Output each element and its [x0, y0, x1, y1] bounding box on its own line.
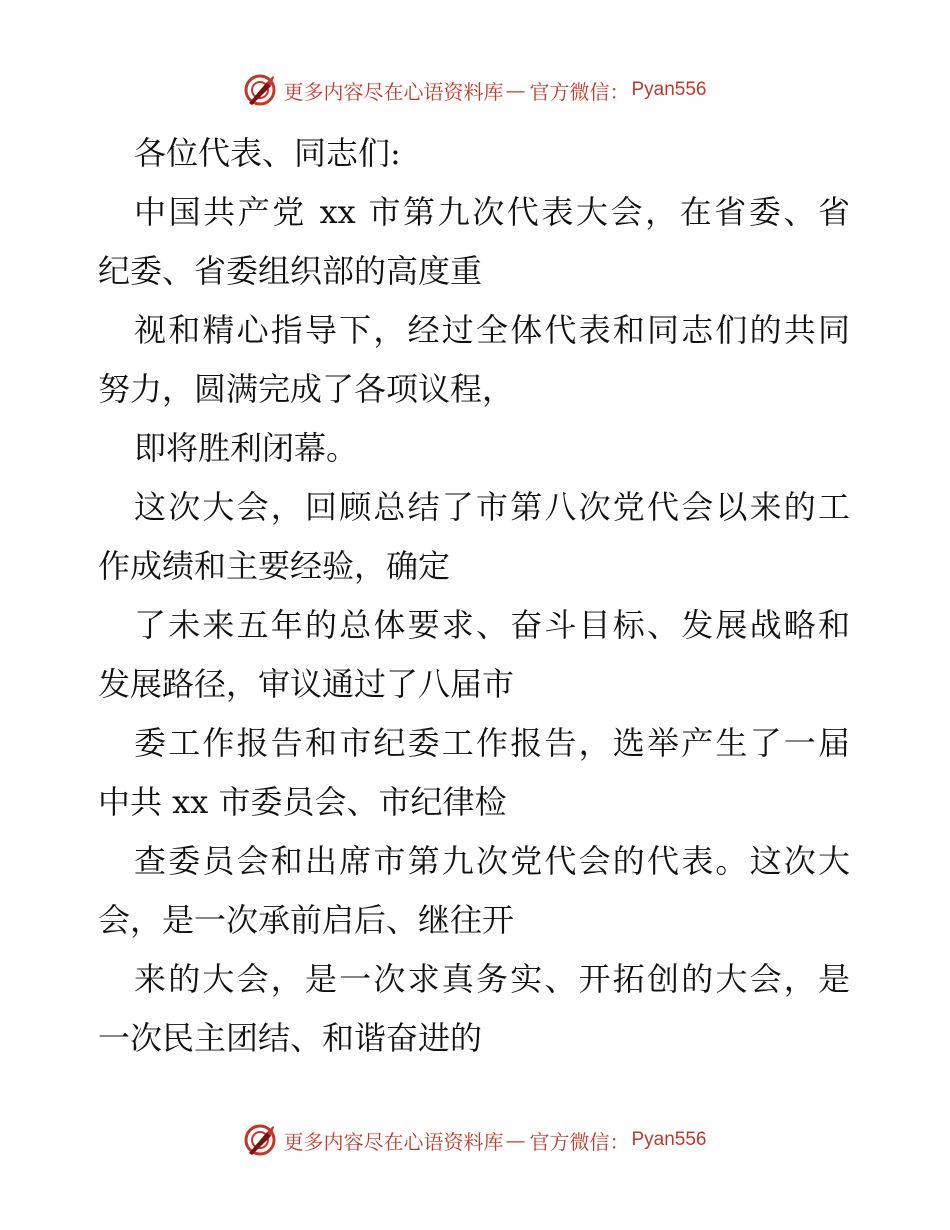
banner-label: 官方微信：: [529, 1129, 630, 1154]
text-line: 各位代表、同志们:: [134, 134, 401, 172]
text-line: 即将胜利闭幕。: [134, 429, 359, 467]
header-banner: [0, 70, 950, 110]
text-line: 会，是一次承前启后、继往开: [98, 901, 515, 939]
text-line: 作成绩和主要经验，确定: [98, 547, 451, 585]
text-line: 一次民主团结、和谐奋进的: [98, 1019, 483, 1057]
banner-label: 官方微信：: [529, 79, 630, 104]
text-line: 了未来五年的总体要求、奋斗目标、发展战略和: [134, 606, 850, 644]
text-line: 发展路径，审议通过了八届市: [98, 665, 515, 703]
banner-separator: —: [505, 78, 526, 102]
banner-text: 更多内容尽在心语资料库: [283, 1129, 504, 1154]
pen-logo-icon: [243, 1123, 277, 1157]
document-body: [98, 124, 850, 1068]
pen-logo-icon: [243, 73, 277, 107]
text-line: 来的大会，是一次求真务实、开拓创的大会，是: [134, 960, 850, 998]
text-line: 视和精心指导下，经过全体代表和同志们的共同: [134, 311, 850, 349]
text-line: 纪委、省委组织部的高度重: [98, 252, 483, 290]
text-line: 中国共产党 xx 市第九次代表大会，在省委、省: [134, 193, 850, 231]
text-line: 委工作报告和市纪委工作报告，选举产生了一届: [134, 724, 850, 762]
banner-wechat-id: Pyan556: [631, 1129, 707, 1150]
text-line: 这次大会，回顾总结了市第八次党代会以来的工: [134, 488, 850, 526]
text-line: 努力，圆满完成了各项议程，: [98, 370, 515, 408]
banner-text: 更多内容尽在心语资料库: [283, 79, 504, 104]
banner-separator: —: [505, 1128, 526, 1152]
banner-wechat-id: Pyan556: [631, 79, 707, 100]
text-line: 中共 xx 市委员会、市纪律检: [98, 783, 507, 821]
footer-banner: [0, 1120, 950, 1160]
text-line: 查委员会和出席市第九次党代会的代表。这次大: [134, 842, 850, 880]
